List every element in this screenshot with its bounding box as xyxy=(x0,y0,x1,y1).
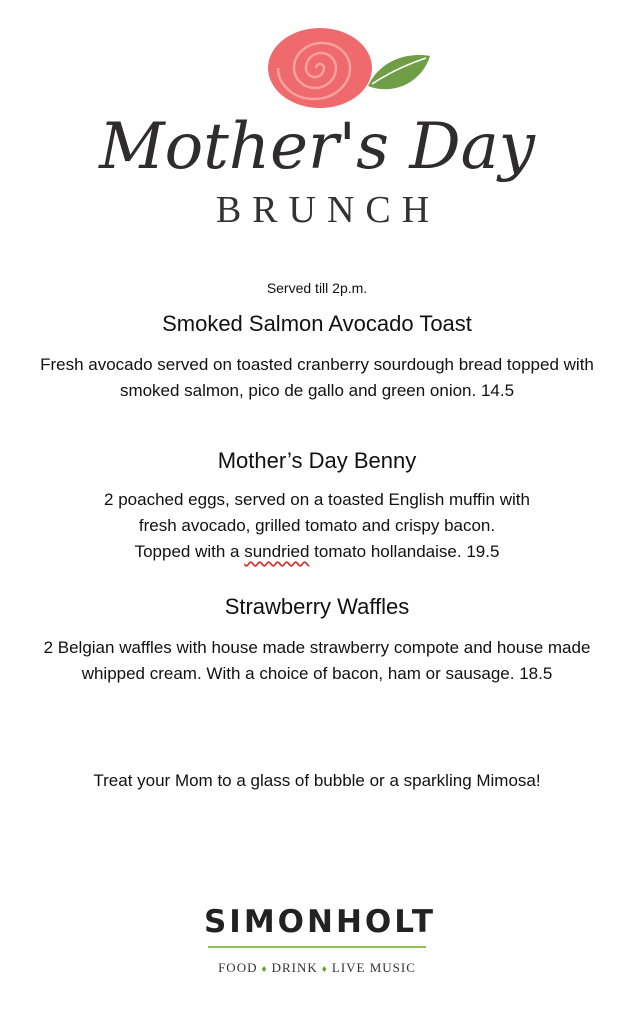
menu-item-title: Mother’s Day Benny xyxy=(217,448,417,473)
menu-item-desc-line: 2 Belgian waffles with house made strawberry compote and house made xyxy=(43,638,591,657)
menu-item-desc-line: Fresh avocado served on toasted cranberry sourdough bread topped with xyxy=(40,355,594,374)
menu-item-title: Strawberry Waffles xyxy=(224,594,410,619)
served-note: Served till 2p.m. xyxy=(266,280,368,296)
title-script: Mother's Day xyxy=(99,110,535,184)
menu-item-title: Smoked Salmon Avocado Toast xyxy=(162,311,472,336)
desc-text: Topped with a xyxy=(134,542,245,561)
menu-item-desc-line: fresh avocado, grilled tomato and crispy bacon. xyxy=(138,516,496,535)
tag-drink: DRINK xyxy=(271,960,318,975)
tag-music: LIVE MUSIC xyxy=(331,960,416,975)
tag-food: FOOD xyxy=(218,960,258,975)
brand-logo: SIMONHOLT xyxy=(203,904,437,940)
menu-item-desc-line: 2 poached eggs, served on a toasted English muffin with xyxy=(104,490,530,509)
diamond-icon: ♦ xyxy=(261,964,268,975)
rose-icon xyxy=(262,26,438,114)
promo-text: Treat your Mom to a glass of bubble or a sparkling Mimosa! xyxy=(93,771,541,790)
brand-divider xyxy=(208,946,426,948)
diamond-icon: ♦ xyxy=(321,964,328,975)
subtitle-brunch: BRUNCH xyxy=(215,189,441,231)
desc-text: tomato hollandaise. 19.5 xyxy=(309,542,500,561)
spellcheck-marked-word: sundried xyxy=(244,542,310,561)
menu-item-desc-line: smoked salmon, pico de gallo and green onion. 14.5 xyxy=(119,381,515,400)
menu-item-desc-line: whipped cream. With a choice of bacon, ham or sausage. 18.5 xyxy=(81,664,553,683)
brand-tagline xyxy=(0,960,634,976)
menu-item-desc-line xyxy=(0,539,634,565)
